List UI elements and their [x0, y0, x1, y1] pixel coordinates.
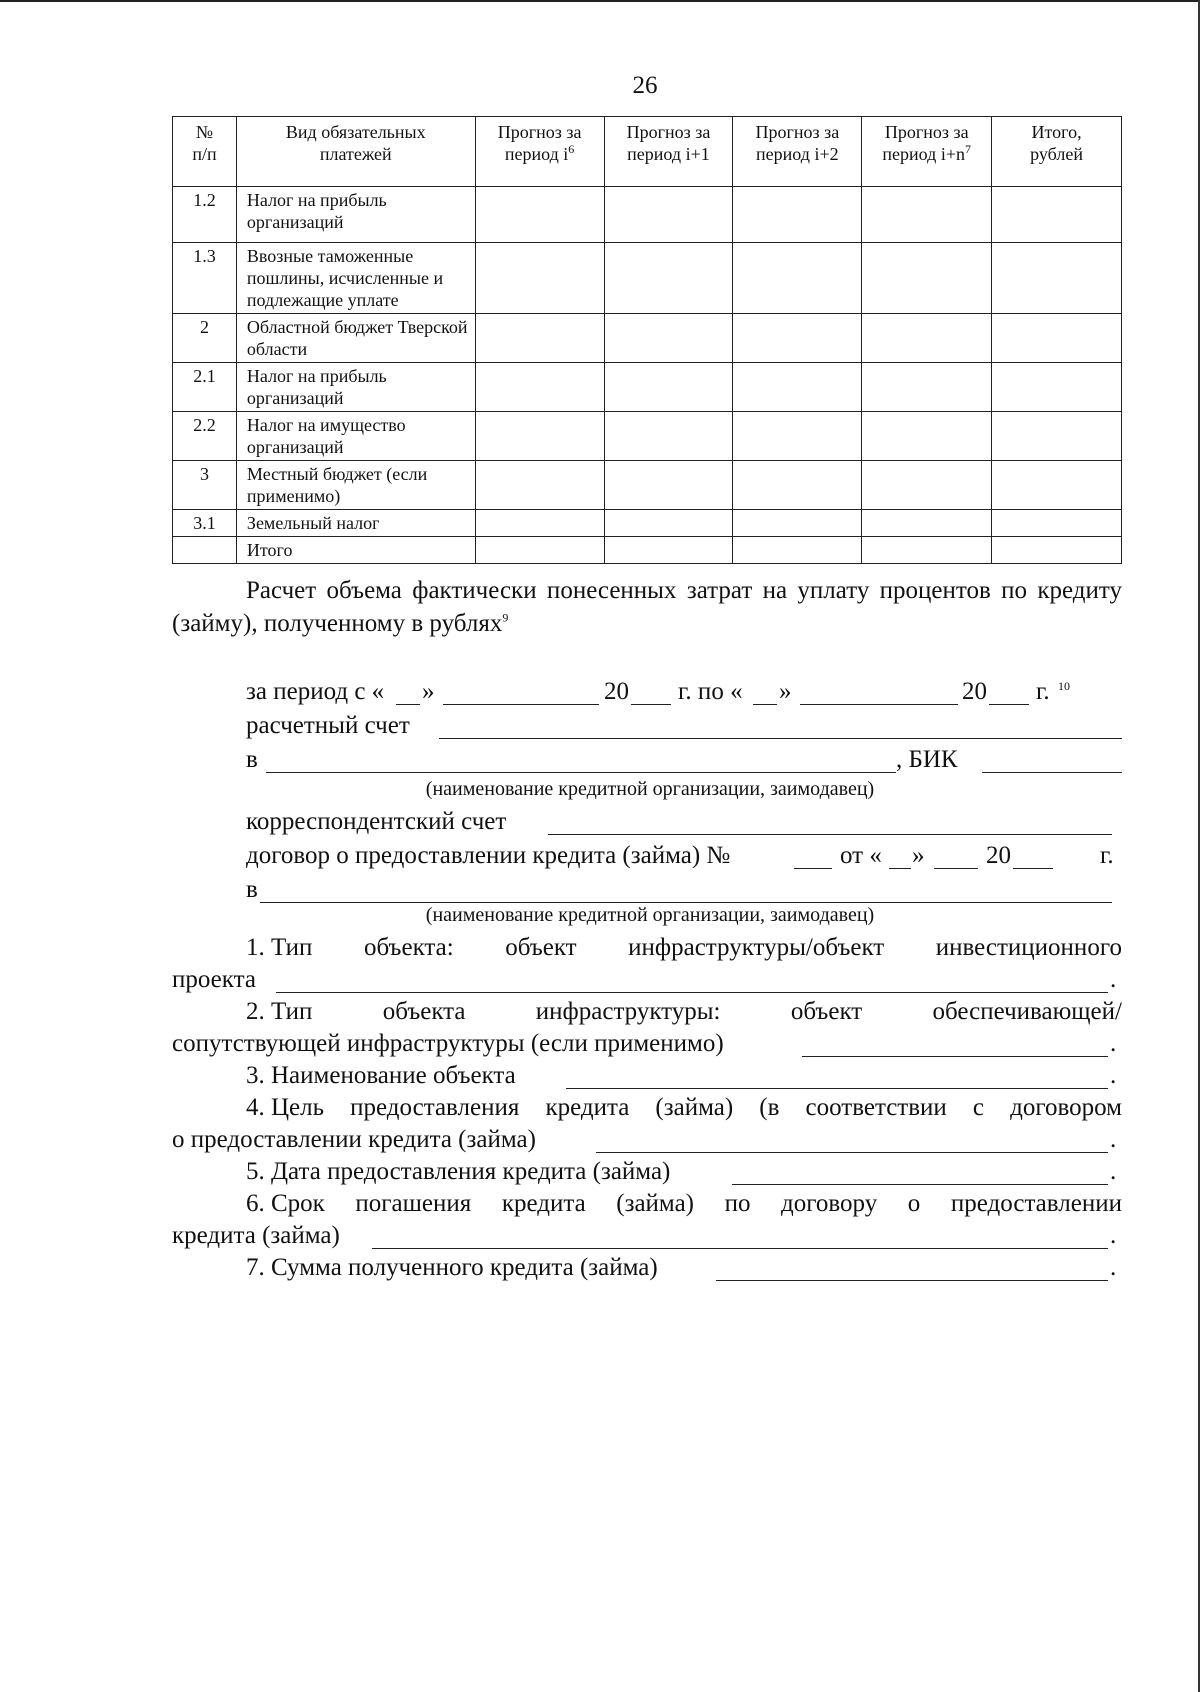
infrastructure-type-blank[interactable] — [802, 1030, 1108, 1057]
forecast-cell[interactable] — [733, 461, 862, 510]
forecast-cell[interactable] — [475, 363, 604, 412]
row-payment-name: Ввозные таможенные пошлины, исчисленные и подлежащие уплате — [236, 243, 475, 314]
header-forecast-in: Прогноз за период $i+n^7$ — [862, 117, 992, 187]
item-2-line — [246, 998, 1122, 1030]
word: кредита — [501, 1190, 586, 1217]
loan-purpose-blank[interactable] — [596, 1126, 1108, 1153]
bank2-name-blank[interactable] — [260, 876, 1112, 903]
item-4-cont-line: о предоставлении кредита (займа) . — [172, 1126, 1117, 1153]
contract-month-blank[interactable] — [934, 842, 978, 869]
forecast-cell[interactable] — [992, 243, 1122, 314]
forecast-cell[interactable] — [475, 243, 604, 314]
forecast-cell[interactable] — [862, 537, 992, 564]
row-number: 2.2 — [173, 412, 237, 461]
word: о — [907, 1190, 921, 1217]
row-number: 1.2 — [173, 187, 237, 243]
forecast-cell[interactable] — [733, 363, 862, 412]
period-to-month-blank[interactable] — [800, 678, 958, 705]
word: по — [724, 1190, 751, 1217]
row-payment-name: Налог на прибыль организаций — [236, 363, 475, 412]
forecast-cell[interactable] — [475, 314, 604, 363]
table-row — [173, 461, 1122, 510]
word: 1. Тип — [246, 934, 313, 961]
word: с — [972, 1094, 985, 1121]
row-number: 3 — [173, 461, 237, 510]
table-row — [173, 187, 1122, 243]
forecast-cell[interactable] — [475, 537, 604, 564]
row-payment-name: Земельный налог — [236, 510, 475, 537]
bik-blank[interactable] — [982, 746, 1122, 773]
loan-amount-blank[interactable] — [716, 1254, 1108, 1281]
item-4-line — [246, 1094, 1122, 1126]
word: (займа) — [655, 1094, 734, 1121]
forecast-cell[interactable] — [604, 243, 733, 314]
word: предоставлении — [950, 1190, 1122, 1217]
header-num: № п/п — [173, 117, 237, 187]
word: 4. Цель — [246, 1094, 325, 1121]
table-row — [173, 243, 1122, 314]
period-line: за период с « » 20 г. по « » 20 г. 10 — [246, 678, 1070, 705]
org-caption-2: (наименование кредитной организации, заимодавец) — [425, 904, 875, 926]
bank2-line: в — [246, 876, 1122, 908]
forecast-cell[interactable] — [733, 314, 862, 363]
table-row — [173, 363, 1122, 412]
word: инфраструктуры: — [535, 998, 721, 1025]
table-header-row — [173, 117, 1122, 187]
item-6-cont-line: кредита (займа) . — [172, 1222, 1117, 1249]
forecast-cell[interactable] — [733, 187, 862, 243]
bank-name-blank[interactable] — [266, 746, 896, 773]
forecast-cell[interactable] — [604, 187, 733, 243]
row-number — [173, 537, 237, 564]
word: 2. Тип — [246, 998, 313, 1025]
item-1-cont-line: проекта . — [172, 966, 1117, 993]
word: объекта: — [363, 934, 454, 961]
forecast-cell[interactable] — [604, 412, 733, 461]
word: соответствии — [805, 1094, 947, 1121]
forecast-cell[interactable] — [862, 314, 992, 363]
forecast-cell[interactable] — [992, 187, 1122, 243]
corr-account-line: корреспондентский счет — [246, 808, 1122, 840]
contract-line: договор о предоставлении кредита (займа) № от « » 20 г. — [246, 842, 1114, 869]
forecast-cell[interactable] — [862, 412, 992, 461]
item-5-line: 5. Дата предоставления кредита (займа) . — [246, 1158, 1117, 1185]
object-type-blank[interactable] — [276, 966, 1108, 993]
forecast-cell[interactable] — [992, 412, 1122, 461]
row-number: 3.1 — [173, 510, 237, 537]
contract-number-blank[interactable] — [794, 842, 832, 869]
bank-line: в , БИК — [246, 746, 1122, 778]
item-2-cont-line: сопутствующей инфраструктуры (если применимо) . — [172, 1030, 1117, 1057]
table-row — [173, 537, 1122, 564]
header-total: Итого, рублей — [992, 117, 1122, 187]
row-number: 2.1 — [173, 363, 237, 412]
forecast-cell[interactable] — [733, 243, 862, 314]
forecast-cell[interactable] — [992, 314, 1122, 363]
period-from-month-blank[interactable] — [443, 678, 599, 705]
header-payment-type: Вид обязательных платежей — [236, 117, 475, 187]
forecast-cell[interactable] — [604, 363, 733, 412]
forecast-cell[interactable] — [862, 187, 992, 243]
forecast-cell[interactable] — [604, 314, 733, 363]
forecast-cell[interactable] — [733, 510, 862, 537]
row-payment-name: Налог на прибыль организаций — [236, 187, 475, 243]
item-6-line — [246, 1190, 1122, 1222]
contract-year-blank[interactable] — [1013, 842, 1053, 869]
row-payment-name: Местный бюджет (если применимо) — [236, 461, 475, 510]
word: кредита — [545, 1094, 630, 1121]
period-to-year-blank[interactable] — [989, 678, 1029, 705]
word: погашения — [355, 1190, 472, 1217]
word: (займа) — [616, 1190, 694, 1217]
forecast-cell[interactable] — [992, 363, 1122, 412]
word: 6. Срок — [246, 1190, 325, 1217]
word: объект — [790, 998, 863, 1025]
forecast-cell[interactable] — [862, 510, 992, 537]
forecast-cell[interactable] — [475, 461, 604, 510]
forecast-cell[interactable] — [475, 187, 604, 243]
row-number: 1.3 — [173, 243, 237, 314]
table-row — [173, 412, 1122, 461]
period-from-day-blank[interactable] — [396, 678, 420, 705]
period-to-day-blank[interactable] — [753, 678, 777, 705]
row-payment-name: Итого — [236, 537, 475, 564]
account-blank[interactable] — [439, 712, 1122, 739]
forecast-cell[interactable] — [604, 537, 733, 564]
header-forecast-i1: Прогноз за период i+1 — [604, 117, 733, 187]
word: договором — [1010, 1094, 1122, 1121]
forecast-cell[interactable] — [604, 510, 733, 537]
contract-day-blank[interactable] — [889, 842, 911, 869]
header-forecast-i: Прогноз за период $i^6$ — [475, 117, 604, 187]
row-payment-name: Налог на имущество организаций — [236, 412, 475, 461]
row-number: 2 — [173, 314, 237, 363]
forecast-cell[interactable] — [862, 243, 992, 314]
word: объекта — [382, 998, 466, 1025]
item-7-line: 7. Сумма полученного кредита (займа) . — [246, 1254, 1117, 1281]
item-1-line — [246, 934, 1122, 966]
section-heading: Расчет объема фактически понесенных затрат на уплату процентов по кредиту (займу), полученному в рублях$^9$ — [172, 577, 1122, 637]
forecast-cell[interactable] — [475, 412, 604, 461]
forecast-cell[interactable] — [992, 537, 1122, 564]
loan-date-blank[interactable] — [732, 1158, 1108, 1185]
forecast-cell[interactable] — [733, 537, 862, 564]
scan-top-edge — [0, 0, 1200, 2]
corr-account-blank[interactable] — [548, 808, 1112, 835]
page-number: 26 — [632, 72, 658, 99]
word: обеспечивающей/ — [932, 998, 1122, 1025]
object-name-blank[interactable] — [566, 1062, 1108, 1089]
forecast-cell[interactable] — [992, 510, 1122, 537]
row-payment-name: Областной бюджет Тверской области — [236, 314, 475, 363]
forecast-cell[interactable] — [733, 412, 862, 461]
period-from-year-blank[interactable] — [631, 678, 671, 705]
item-3-line: 3. Наименование объекта . — [246, 1062, 1117, 1089]
forecast-cell[interactable] — [862, 461, 992, 510]
word: предоставления — [350, 1094, 520, 1121]
payments-table — [172, 116, 1122, 564]
forecast-cell[interactable] — [604, 461, 733, 510]
forecast-cell[interactable] — [992, 461, 1122, 510]
repayment-term-blank[interactable] — [372, 1222, 1108, 1249]
word: договору — [781, 1190, 878, 1217]
table-row — [173, 314, 1122, 363]
table-row — [173, 510, 1122, 537]
word: объект — [505, 934, 577, 961]
forecast-cell[interactable] — [475, 510, 604, 537]
word: инвестиционного — [935, 934, 1122, 961]
org-caption: (наименование кредитной организации, заимодавец) — [425, 778, 875, 800]
account-line: расчетный счет — [246, 712, 1122, 744]
word: (в — [759, 1094, 780, 1121]
forecast-cell[interactable] — [862, 363, 992, 412]
word: инфраструктуры/объект — [628, 934, 885, 961]
header-forecast-i2: Прогноз за период i+2 — [733, 117, 862, 187]
